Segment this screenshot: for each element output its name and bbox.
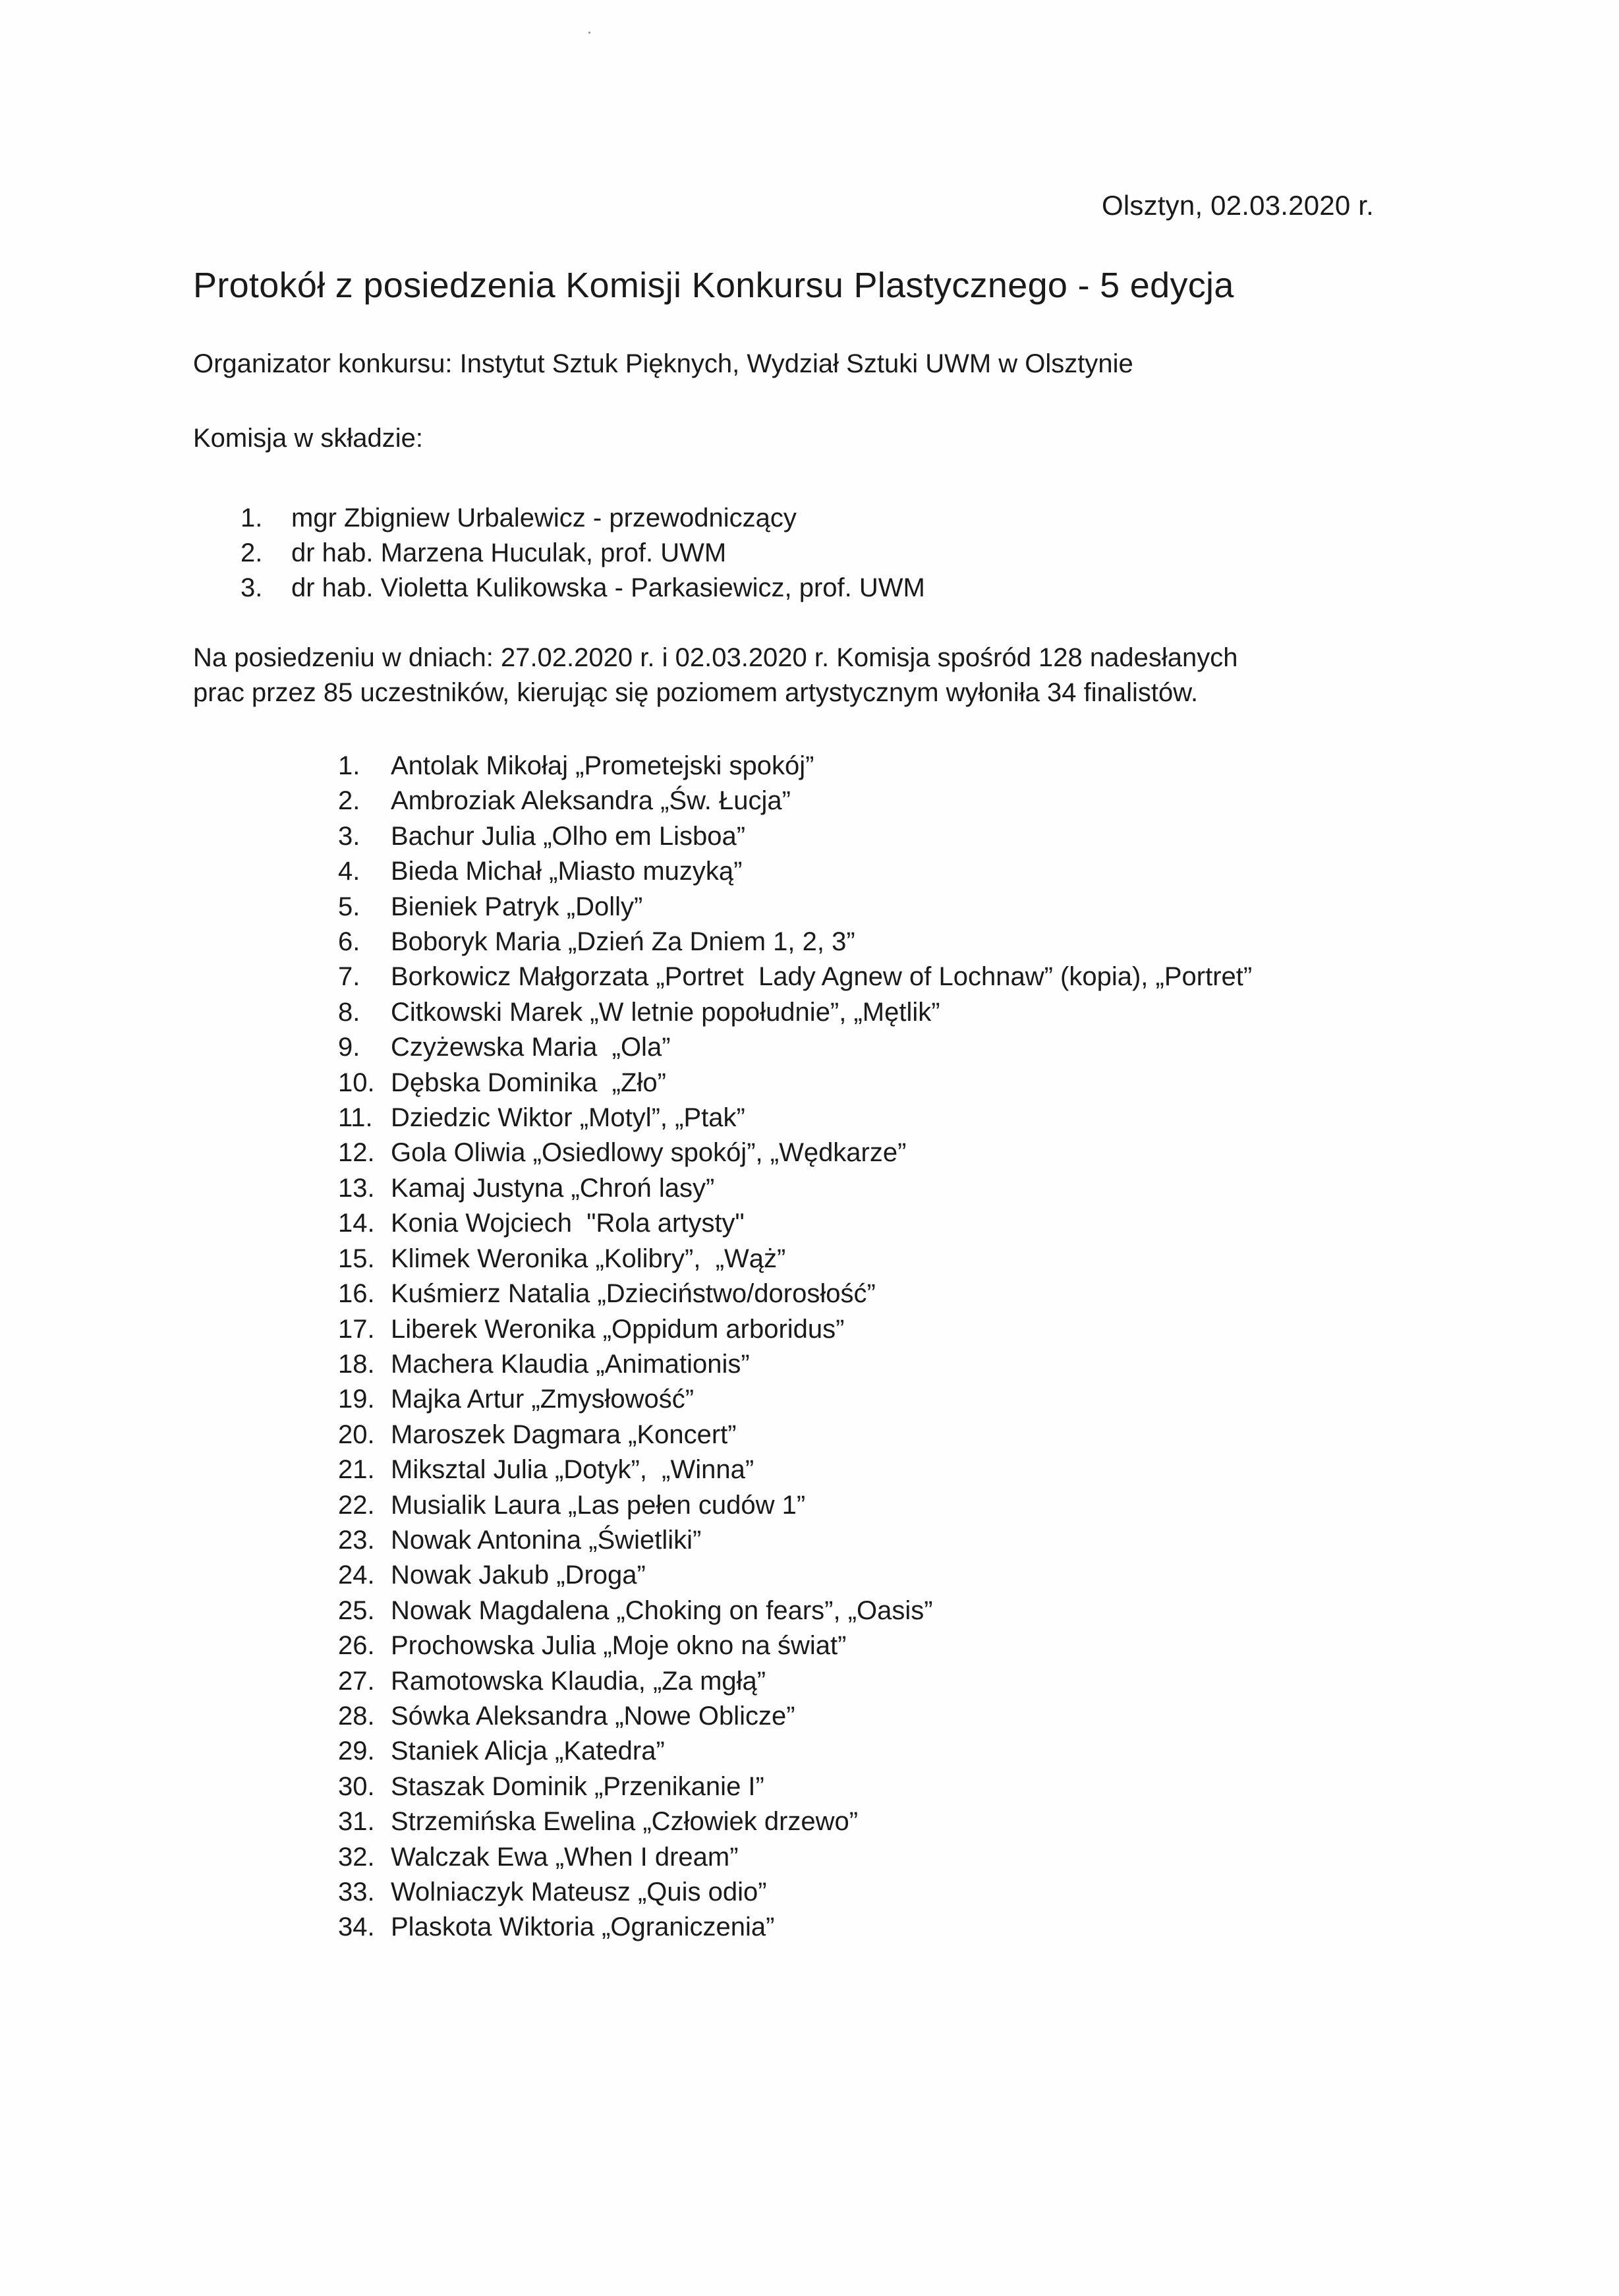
list-number: 1. [241, 503, 263, 532]
finalists-list [338, 749, 1252, 1945]
document-title: Protokół z posiedzenia Komisji Konkursu Plastycznego - 5 edycja [193, 266, 1234, 305]
finalist-item [338, 1628, 1252, 1663]
finalist-text: Kuśmierz Natalia „Dzieciństwo/dorosłość” [391, 1279, 876, 1309]
finalist-item [338, 749, 1252, 784]
finalist-text: Miksztal Julia „Dotyk”, „Winna” [391, 1455, 754, 1485]
finalist-item [338, 1101, 1252, 1135]
finalist-text: Maroszek Dagmara „Koncert” [391, 1420, 737, 1449]
list-number: 4. [338, 857, 360, 886]
finalist-text: Nowak Jakub „Droga” [391, 1561, 646, 1590]
finalist-item [338, 1558, 1252, 1593]
finalist-text: Nowak Antonina „Świetliki” [391, 1525, 702, 1555]
finalist-item [338, 1135, 1252, 1170]
finalist-item [338, 995, 1252, 1030]
member-text: mgr Zbigniew Urbalewicz - przewodniczący [291, 503, 797, 532]
finalist-item [338, 1488, 1252, 1523]
list-number: 3. [241, 573, 263, 602]
finalist-text: Wolniaczyk Mateusz „Quis odio” [391, 1878, 767, 1907]
list-number: 1. [338, 751, 360, 780]
list-number: 32. [338, 1842, 375, 1872]
list-number: 10. [338, 1068, 375, 1097]
list-number: 17. [338, 1314, 375, 1344]
finalist-text: Prochowska Julia „Moje okno na świat” [391, 1631, 847, 1661]
finalist-text: Sówka Aleksandra „Nowe Oblicze” [391, 1701, 795, 1731]
list-number: 25. [338, 1595, 375, 1625]
list-number: 2. [241, 538, 263, 567]
finalist-text: Antolak Mikołaj „Prometejski spokój” [391, 751, 814, 780]
list-number: 19. [338, 1385, 375, 1414]
finalist-text: Czyżewska Maria „Ola” [391, 1033, 671, 1062]
finalist-item [338, 1664, 1252, 1699]
list-number: 26. [338, 1631, 375, 1661]
list-number: 9. [338, 1033, 360, 1062]
finalist-text: Konia Wojciech "Rola artysty" [391, 1209, 745, 1238]
finalist-text: Bieniek Patryk „Dolly” [391, 892, 643, 921]
list-number: 31. [338, 1807, 375, 1837]
list-number: 20. [338, 1420, 375, 1449]
list-number: 21. [338, 1455, 375, 1485]
member-text: dr hab. Violetta Kulikowska - Parkasiewicz, prof. UWM [291, 573, 925, 602]
paragraph-line: prac przez 85 uczestników, kierując się poziomem artystycznym wyłoniła 34 finalistów. [193, 678, 1199, 707]
finalist-item [338, 1206, 1252, 1241]
scan-speck [588, 32, 590, 34]
list-number: 5. [338, 892, 360, 921]
finalist-text: Nowak Magdalena „Choking on fears”, „Oasis” [391, 1595, 933, 1625]
list-number: 2. [338, 786, 360, 816]
list-number: 6. [338, 927, 360, 957]
list-number: 12. [338, 1138, 375, 1168]
list-number: 28. [338, 1701, 375, 1731]
committee-member [241, 536, 925, 571]
finalist-text: Boboryk Maria „Dzień Za Dniem 1, 2, 3” [391, 927, 855, 957]
list-number: 16. [338, 1279, 375, 1309]
finalist-item [338, 1769, 1252, 1804]
finalist-item [338, 1875, 1252, 1910]
finalist-item [338, 1804, 1252, 1839]
finalist-text: Bieda Michał „Miasto muzyką” [391, 857, 743, 886]
finalist-item [338, 854, 1252, 889]
list-number: 29. [338, 1736, 375, 1766]
list-number: 23. [338, 1525, 375, 1555]
finalist-text: Citkowski Marek „W letnie popołudnie”, „Mętlik” [391, 997, 940, 1027]
finalist-text: Staniek Alicja „Katedra” [391, 1736, 665, 1766]
committee-member [241, 501, 925, 536]
finalist-item [338, 960, 1252, 994]
finalist-item [338, 784, 1252, 818]
finalist-item [338, 890, 1252, 925]
finalist-text: Kamaj Justyna „Chroń lasy” [391, 1173, 715, 1203]
list-number: 24. [338, 1561, 375, 1590]
committee-label: Komisja w składzie: [193, 424, 424, 453]
organizer-line: Organizator konkursu: Instytut Sztuk Pięknych, Wydział Sztuki UWM w Olsztynie [193, 349, 1133, 378]
finalist-text: Gola Oliwia „Osiedlowy spokój”, „Wędkarze” [391, 1138, 907, 1168]
finalist-item [338, 1066, 1252, 1101]
finalist-item [338, 1382, 1252, 1417]
finalist-text: Strzemińska Ewelina „Człowiek drzewo” [391, 1807, 859, 1837]
summary-paragraph [193, 641, 1432, 710]
finalist-item [338, 925, 1252, 960]
finalist-item [338, 819, 1252, 854]
finalist-item [338, 1347, 1252, 1382]
list-number: 15. [338, 1244, 375, 1273]
finalist-text: Liberek Weronika „Oppidum arboridus” [391, 1314, 845, 1344]
list-number: 13. [338, 1173, 375, 1203]
finalist-text: Dębska Dominika „Zło” [391, 1068, 666, 1097]
finalist-item [338, 1418, 1252, 1452]
list-number: 7. [338, 962, 360, 992]
finalist-item [338, 1277, 1252, 1311]
finalist-item [338, 1030, 1252, 1065]
finalist-item [338, 1312, 1252, 1347]
finalist-text: Machera Klaudia „Animationis” [391, 1349, 750, 1379]
list-number: 3. [338, 821, 360, 851]
finalist-text: Dziedzic Wiktor „Motyl”, „Ptak” [391, 1103, 745, 1133]
finalist-text: Bachur Julia „Olho em Lisboa” [391, 821, 746, 851]
finalist-text: Staszak Dominik „Przenikanie I” [391, 1771, 764, 1801]
finalist-item [338, 1171, 1252, 1206]
finalist-text: Plaskota Wiktoria „Ograniczenia” [391, 1912, 775, 1942]
finalist-text: Majka Artur „Zmysłowość” [391, 1385, 695, 1414]
finalist-text: Walczak Ewa „When I dream” [391, 1842, 739, 1872]
list-number: 8. [338, 997, 360, 1027]
list-number: 27. [338, 1666, 375, 1696]
finalist-item [338, 1734, 1252, 1769]
finalist-text: Ambroziak Aleksandra „Św. Łucja” [391, 786, 791, 816]
finalist-item [338, 1699, 1252, 1734]
finalist-item [338, 1593, 1252, 1628]
list-number: 33. [338, 1878, 375, 1907]
committee-list [241, 501, 925, 606]
finalist-item [338, 1523, 1252, 1558]
member-text: dr hab. Marzena Huculak, prof. UWM [291, 538, 727, 567]
finalist-item [338, 1840, 1252, 1875]
finalist-item [338, 1452, 1252, 1487]
list-number: 14. [338, 1209, 375, 1238]
paragraph-line: Na posiedzeniu w dniach: 27.02.2020 r. i 02.03.2020 r. Komisja spośród 128 nadesłanych [193, 643, 1238, 672]
finalist-item [338, 1242, 1252, 1277]
list-number: 30. [338, 1771, 375, 1801]
committee-member [241, 571, 925, 606]
list-number: 22. [338, 1490, 375, 1520]
finalist-text: Klimek Weronika „Kolibry”, „Wąż” [391, 1244, 786, 1273]
finalist-text: Borkowicz Małgorzata „Portret Lady Agnew of Lochnaw” (kopia), „Portret” [391, 962, 1253, 992]
list-number: 34. [338, 1912, 375, 1942]
place-date: Olsztyn, 02.03.2020 r. [1102, 190, 1374, 221]
finalist-item [338, 1910, 1252, 1945]
list-number: 11. [338, 1103, 373, 1133]
finalist-text: Ramotowska Klaudia, „Za mgłą” [391, 1666, 766, 1696]
list-number: 18. [338, 1349, 375, 1379]
finalist-text: Musialik Laura „Las pełen cudów 1” [391, 1490, 806, 1520]
